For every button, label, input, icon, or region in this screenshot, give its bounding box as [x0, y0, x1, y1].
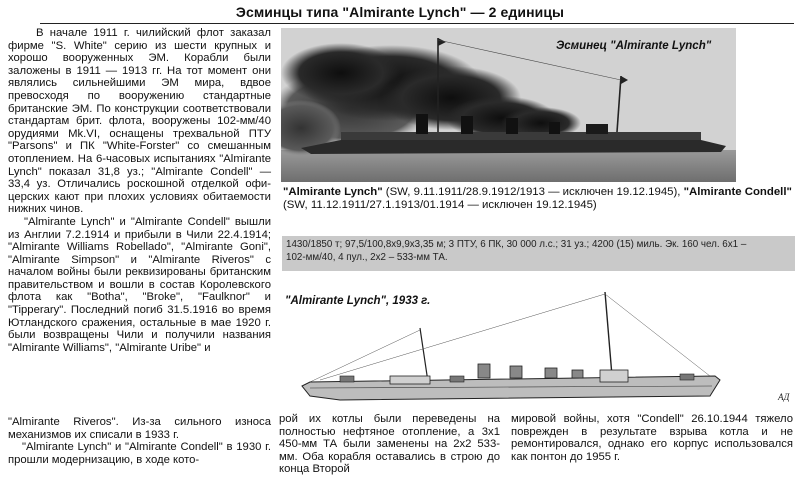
- ship-profile-drawing: [300, 288, 795, 408]
- ship2-name: "Almirante Condell": [683, 186, 792, 198]
- paragraph-history: "Almirante Lynch" и "Almirante Condell" вышли из Англии 7.2.1914 и прибыли в Чили 22.4.1914; "Almirante Williams Robellado", "Almirante Goni", "Almirante Simpson" и "Almirante Riveros" с началом войны были реквизированы британским правительством и вошли в состав Королевского флота как "Botha", "Broke", "Faulknor" и "Tipperary". Последний погиб 31.5.1916 во время Ютландского сражения, остальные в мае 1920 г. были возвращены Чили и получили названия "Almirante Williams", "Almirante Uribe" и: [8, 215, 271, 354]
- paragraph-intro: В начале 1911 г. чилийский флот заказал фирме "S. White" серию из шести крупных и хорошо вооруженных ЭМ. Корабли были заложены в 1911 — 1913 гг. На тот момент они являлись сильнейшими ЭМ мира, вдвое превосходя по вооружению стандартные британские ЭМ. По конструкции соответствовали стандартам брит. флота, вооружены 102-мм/40 орудиями Mk.VI, оснащены трехвальной ПТУ "Parsons" и ПК "White-Forster" со смешанным отоплением. На 6-часовых испытаниях "Almirante Lynch" показал 31,8 уз.; "Almirante Condell" — 33,4 уз. Отличались роскошной отделкой офи-церских кают при плохих условиях обитаемости нижних чинов.: [8, 27, 271, 216]
- left-column-text: [8, 27, 271, 354]
- ship1-details: (SW, 9.11.1911/28.9.1912/1913 — исключен 19.12.1945),: [382, 186, 684, 198]
- specs-line-2: 102-мм/40, 4 пул., 2х2 – 533-мм ТА.: [286, 252, 448, 263]
- paragraph-refit: рой их котлы были переведены на полностью нефтяное отопление, а 3х1 450-мм ТА были заменены на 2х2 533-мм. Оба корабля оставались в строю до конца Второй: [279, 413, 500, 476]
- paragraph-fate: мировой войны, хотя "Condell" 26.10.1944 тяжело поврежден в результате взрыва котла и не ремонтировался, однако его корпус использовался как понтон до 1955 г.: [511, 413, 793, 463]
- photo-caption: Эсминец "Almirante Lynch": [556, 40, 712, 52]
- page-title: Эсминцы типа "Almirante Lynch" — 2 единицы: [235, 4, 565, 20]
- bottom-middle-text: [279, 413, 500, 476]
- paragraph-decommission: "Almirante Riveros". Из-за сильного износа механизмов их списали в 1933 г.: [8, 416, 271, 441]
- title-divider: [40, 23, 794, 24]
- specs-box: [282, 236, 795, 271]
- ship2-details: (SW, 11.12.1911/27.1.1913/01.1914 — исключен 19.12.1945): [283, 199, 597, 212]
- ship-profile-image: [300, 288, 795, 408]
- paragraph-modernization: "Almirante Lynch" и "Almirante Condell" в 1930 г. прошли модернизацию, в ходе кото-: [8, 441, 271, 466]
- drawing-signature: АД: [778, 392, 790, 402]
- specs-line-1: 1430/1850 т; 97,5/100,8х9,9х3,35 м; 3 ПТУ, 6 ПК, 30 000 л.с.; 31 уз.; 4200 (15) миль. Эк. 160 чел. 6х1 –: [286, 239, 747, 250]
- drawing-caption: "Almirante Lynch", 1933 г.: [285, 295, 431, 307]
- bottom-left-text: [8, 416, 271, 466]
- ships-info: [283, 186, 795, 213]
- ship1-name: "Almirante Lynch": [283, 186, 383, 198]
- bottom-right-text: [511, 413, 793, 463]
